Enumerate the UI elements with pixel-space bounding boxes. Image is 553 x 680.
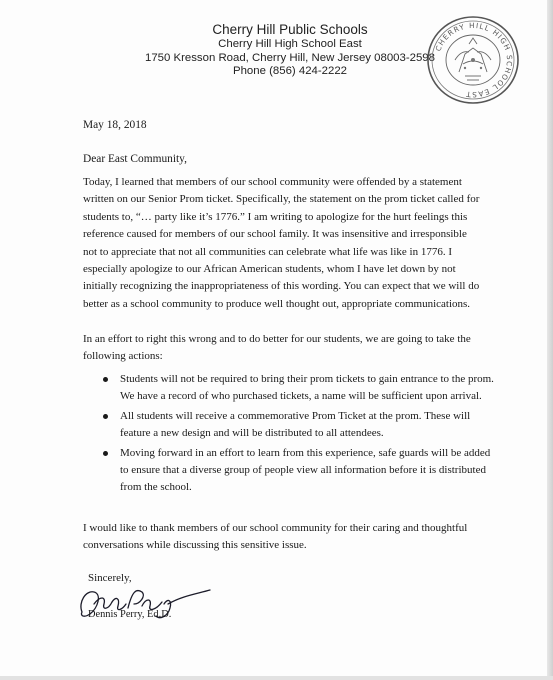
paragraph-thanks: I would like to thank members of our school community for their caring and thoughtful conversations while discussing this sensitive issue. bbox=[83, 522, 468, 552]
letter-greeting: Dear East Community, bbox=[83, 153, 187, 165]
bullet-icon bbox=[103, 451, 108, 456]
action-list bbox=[100, 371, 495, 499]
list-item bbox=[100, 371, 495, 406]
school-name: Cherry Hill High School East bbox=[218, 38, 362, 50]
organization-name: Cherry Hill Public Schools bbox=[212, 22, 368, 37]
bullet-icon bbox=[103, 414, 108, 419]
school-seal-icon bbox=[425, 14, 521, 106]
list-item bbox=[100, 445, 495, 497]
page-edge bbox=[547, 0, 553, 680]
school-phone: Phone (856) 424-2222 bbox=[233, 65, 347, 78]
action-text: Students will not be required to bring their prom tickets to gain entrance to the prom. We have a record of who purchased tickets, a name will be sufficient upon arrival. bbox=[120, 373, 494, 403]
bullet-icon bbox=[103, 377, 108, 382]
signer-name: Dennis Perry, Ed.D. bbox=[88, 609, 172, 620]
svg-text:CHERRY HILL HIGH SCHOOL EAST: CHERRY HILL HIGH SCHOOL EAST bbox=[433, 20, 515, 100]
action-text: Moving forward in an effort to learn from this experience, safe guards will be added to ensure that a diverse group of people view all information before it is distributed from the school. bbox=[120, 446, 491, 494]
paragraph-actions-intro: In an effort to right this wrong and to do better for our students, we are going to take the following actions: bbox=[83, 333, 471, 363]
letter-closing: Sincerely, bbox=[88, 572, 132, 584]
list-item bbox=[100, 408, 495, 443]
letterhead bbox=[130, 22, 450, 79]
school-address: 1750 Kresson Road, Cherry Hill, New Jersey 08003-2598 bbox=[145, 51, 435, 64]
paragraph-apology: Today, I learned that members of our school community were offended by a statement written on our Senior Prom ticket. Specifically, the statement on the prom ticket called for students to, “… party like it’s 1776.” I am writing to apologize for the hurt feelings this reference caused for members of our school family. It was insensitive and irresponsible not to appreciate that not all communities can celebrate what life was like in 1776. I especially apologize to our African American students, whom I have let down by not initially recognizing the inappropriateness of this wording. You can expect that we will do better as a school community to produce well thought out, appropriate communications. bbox=[83, 176, 480, 310]
letter-date: May 18, 2018 bbox=[83, 119, 147, 131]
page-edge bbox=[0, 676, 553, 680]
action-text: All students will receive a commemorative Prom Ticket at the prom. These will feature a new design and will be distributed to all attendees. bbox=[120, 409, 471, 440]
